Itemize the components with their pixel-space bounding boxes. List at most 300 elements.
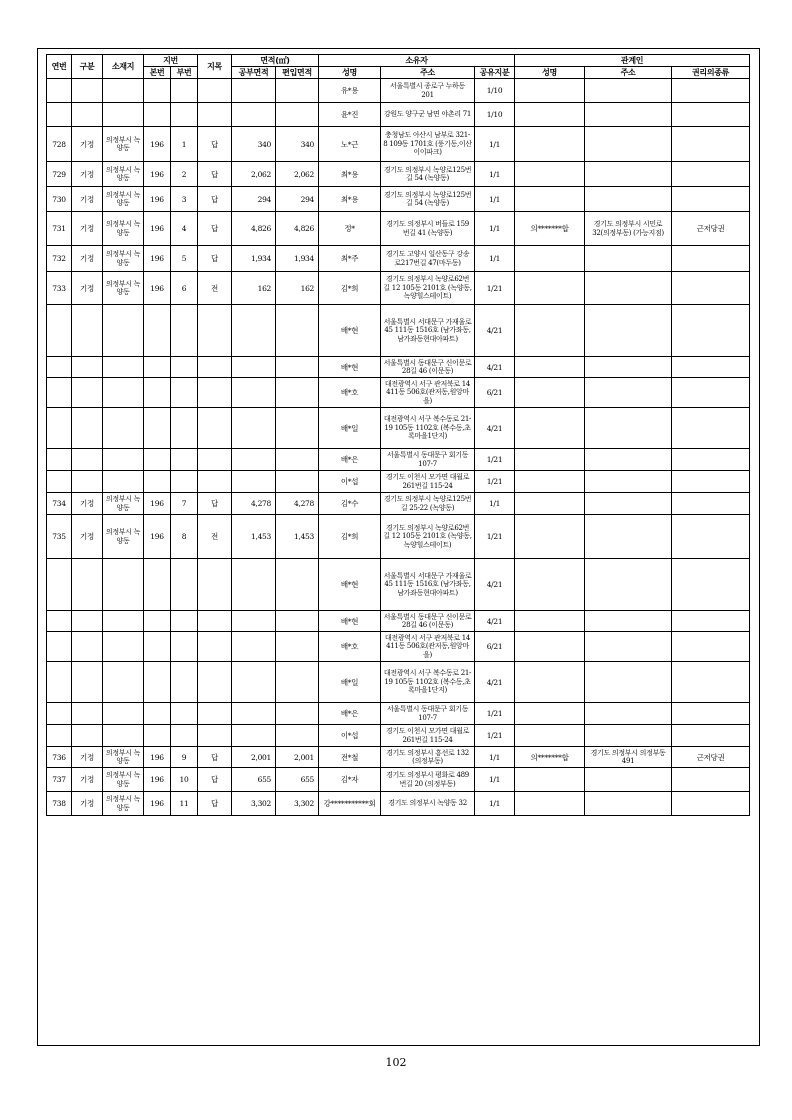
row-main-lot: 196 xyxy=(144,187,171,212)
row-owner-name: 김*희 xyxy=(319,272,381,305)
row-number: 736 xyxy=(47,747,72,768)
row-land-category xyxy=(198,103,232,127)
table-row xyxy=(47,212,750,246)
table-row xyxy=(47,449,750,471)
row-type xyxy=(72,703,103,725)
row-land-category: 답 xyxy=(198,768,232,792)
row-sub-lot: 7 xyxy=(171,493,198,515)
table-row xyxy=(47,127,750,162)
row-related-name xyxy=(515,187,585,212)
row-location xyxy=(103,632,144,662)
row-land-category xyxy=(198,559,232,611)
row-type xyxy=(72,471,103,493)
row-location xyxy=(103,449,144,471)
row-owner-name: 배*호 xyxy=(319,378,381,408)
row-number: 731 xyxy=(47,212,72,246)
table-row xyxy=(47,662,750,703)
row-related-name: 의*******합 xyxy=(515,212,585,246)
row-land-category: 답 xyxy=(198,493,232,515)
row-related-address xyxy=(585,632,672,662)
row-owner-address: 서울특별시 동대문구 신이문로28길 46 (이문동) xyxy=(381,611,475,632)
row-type: 기정 xyxy=(72,212,103,246)
row-sub-lot xyxy=(171,632,198,662)
row-type: 기정 xyxy=(72,246,103,272)
row-related-address xyxy=(585,703,672,725)
table-row xyxy=(47,515,750,559)
row-included-area xyxy=(276,632,319,662)
row-owner-address: 경기도 이천시 모가면 대월로261번길 115-24 xyxy=(381,725,475,747)
row-related-address xyxy=(585,187,672,212)
header-owner: 소유자 xyxy=(319,55,515,67)
row-type xyxy=(72,378,103,408)
row-share: 1/1 xyxy=(475,792,515,816)
table-row xyxy=(47,471,750,493)
header-lot: 지번 xyxy=(144,55,198,67)
row-land-category xyxy=(198,449,232,471)
row-land-category xyxy=(198,79,232,103)
row-public-area xyxy=(232,611,276,632)
row-public-area: 4,826 xyxy=(232,212,276,246)
row-right-type xyxy=(672,272,750,305)
row-location: 의정부시 녹양동 xyxy=(103,515,144,559)
row-owner-address: 서울특별시 동대문구 신이문로28길 46 (이문동) xyxy=(381,357,475,378)
row-number xyxy=(47,632,72,662)
row-share: 4/21 xyxy=(475,559,515,611)
row-owner-name: 배*현 xyxy=(319,559,381,611)
row-public-area: 2,062 xyxy=(232,162,276,187)
row-right-type xyxy=(672,515,750,559)
row-number: 730 xyxy=(47,187,72,212)
row-sub-lot xyxy=(171,357,198,378)
row-share: 1/1 xyxy=(475,493,515,515)
row-included-area: 655 xyxy=(276,768,319,792)
row-right-type xyxy=(672,632,750,662)
row-number: 733 xyxy=(47,272,72,305)
row-land-category xyxy=(198,725,232,747)
row-share: 4/21 xyxy=(475,408,515,449)
row-share: 1/10 xyxy=(475,103,515,127)
row-share: 1/21 xyxy=(475,471,515,493)
row-share: 4/21 xyxy=(475,357,515,378)
row-included-area xyxy=(276,408,319,449)
row-main-lot xyxy=(144,703,171,725)
row-number xyxy=(47,408,72,449)
row-owner-address: 서울특별시 동대문구 회기동 107-7 xyxy=(381,449,475,471)
land-owner-table xyxy=(46,54,750,816)
row-number xyxy=(47,103,72,127)
row-public-area: 2,001 xyxy=(232,747,276,768)
header-no: 연번 xyxy=(47,55,72,79)
row-owner-address: 대전광역시 서구 관저북로 14 411동 506호(관저동,원앙마을) xyxy=(381,632,475,662)
row-right-type xyxy=(672,725,750,747)
row-location xyxy=(103,611,144,632)
row-main-lot xyxy=(144,408,171,449)
row-public-area: 294 xyxy=(232,187,276,212)
row-public-area: 4,278 xyxy=(232,493,276,515)
row-main-lot xyxy=(144,559,171,611)
row-owner-address: 서울특별시 서대문구 가재울로 45 111동 1516호 (남가좌동,남가좌동현대아파트) xyxy=(381,559,475,611)
row-owner-address: 강원도 양구군 남면 야촌리 71 xyxy=(381,103,475,127)
row-public-area: 655 xyxy=(232,768,276,792)
row-location xyxy=(103,79,144,103)
row-location xyxy=(103,662,144,703)
row-location: 의정부시 녹양동 xyxy=(103,162,144,187)
row-right-type xyxy=(672,305,750,357)
row-land-category: 답 xyxy=(198,187,232,212)
row-main-lot: 196 xyxy=(144,747,171,768)
row-included-area: 1,934 xyxy=(276,246,319,272)
row-number: 728 xyxy=(47,127,72,162)
row-related-name xyxy=(515,272,585,305)
row-main-lot xyxy=(144,103,171,127)
row-sub-lot: 3 xyxy=(171,187,198,212)
row-public-area xyxy=(232,725,276,747)
row-right-type xyxy=(672,408,750,449)
row-share: 4/21 xyxy=(475,662,515,703)
row-sub-lot xyxy=(171,703,198,725)
row-related-address xyxy=(585,357,672,378)
row-location xyxy=(103,408,144,449)
row-location xyxy=(103,725,144,747)
row-related-address xyxy=(585,768,672,792)
row-number: 735 xyxy=(47,515,72,559)
header-area: 면적(㎡) xyxy=(232,55,319,67)
row-location xyxy=(103,703,144,725)
row-related-address xyxy=(585,305,672,357)
row-land-category xyxy=(198,305,232,357)
row-related-name: 의*******합 xyxy=(515,747,585,768)
row-location: 의정부시 녹양동 xyxy=(103,212,144,246)
row-main-lot: 196 xyxy=(144,792,171,816)
row-share: 1/1 xyxy=(475,187,515,212)
row-public-area xyxy=(232,408,276,449)
row-number xyxy=(47,449,72,471)
row-owner-name: 배*은 xyxy=(319,703,381,725)
row-owner-address: 경기도 의정부시 녹양로125번길 54 (녹양동) xyxy=(381,162,475,187)
row-owner-address: 경기도 이천시 모가면 대월로261번길 115-24 xyxy=(381,471,475,493)
table-row xyxy=(47,103,750,127)
row-location: 의정부시 녹양동 xyxy=(103,187,144,212)
row-type: 기정 xyxy=(72,272,103,305)
row-sub-lot: 4 xyxy=(171,212,198,246)
row-right-type xyxy=(672,103,750,127)
row-related-name xyxy=(515,515,585,559)
row-included-area xyxy=(276,471,319,493)
row-main-lot: 196 xyxy=(144,493,171,515)
table-row xyxy=(47,79,750,103)
row-owner-name: 배*일 xyxy=(319,408,381,449)
row-related-address xyxy=(585,79,672,103)
row-right-type xyxy=(672,493,750,515)
row-related-address xyxy=(585,515,672,559)
row-included-area xyxy=(276,662,319,703)
row-type xyxy=(72,408,103,449)
row-included-area xyxy=(276,357,319,378)
row-related-name xyxy=(515,449,585,471)
row-owner-address: 대전광역시 서구 복수동로 21-19 105동 1102호 (복수동,초록마을1단지) xyxy=(381,662,475,703)
row-owner-name: 최*주 xyxy=(319,246,381,272)
table-row xyxy=(47,246,750,272)
row-number: 737 xyxy=(47,768,72,792)
row-included-area xyxy=(276,79,319,103)
row-number xyxy=(47,79,72,103)
table-row xyxy=(47,357,750,378)
row-location: 의정부시 녹양동 xyxy=(103,768,144,792)
row-main-lot xyxy=(144,632,171,662)
row-owner-name: 배*현 xyxy=(319,357,381,378)
row-share: 1/1 xyxy=(475,768,515,792)
row-location: 의정부시 녹양동 xyxy=(103,747,144,768)
row-sub-lot xyxy=(171,449,198,471)
row-related-address xyxy=(585,378,672,408)
row-location xyxy=(103,559,144,611)
row-land-category xyxy=(198,378,232,408)
row-owner-address: 경기도 의정부시 녹양로125번길 25-22 (녹양동) xyxy=(381,493,475,515)
row-included-area xyxy=(276,305,319,357)
table-row xyxy=(47,611,750,632)
row-included-area: 2,001 xyxy=(276,747,319,768)
row-owner-address: 서울특별시 서대문구 가재울로 45 111동 1516호 (남가좌동,남가좌동현대아파트) xyxy=(381,305,475,357)
row-land-category: 답 xyxy=(198,162,232,187)
row-type xyxy=(72,305,103,357)
row-type xyxy=(72,611,103,632)
row-owner-name: 배*현 xyxy=(319,611,381,632)
page-number: 102 xyxy=(385,1056,407,1069)
row-included-area: 4,826 xyxy=(276,212,319,246)
row-owner-name: 이*섭 xyxy=(319,725,381,747)
row-included-area: 162 xyxy=(276,272,319,305)
row-related-address xyxy=(585,725,672,747)
row-related-address xyxy=(585,471,672,493)
row-owner-name: 김*수 xyxy=(319,493,381,515)
row-included-area xyxy=(276,725,319,747)
row-sub-lot xyxy=(171,725,198,747)
row-type xyxy=(72,449,103,471)
table-row xyxy=(47,272,750,305)
header-owner-name: 성명 xyxy=(319,67,381,79)
row-location: 의정부시 녹양동 xyxy=(103,272,144,305)
row-related-address xyxy=(585,611,672,632)
row-land-category: 답 xyxy=(198,212,232,246)
row-owner-address: 대전광역시 서구 관저북로 14 411동 506호(관저동,원앙마을) xyxy=(381,378,475,408)
row-number: 734 xyxy=(47,493,72,515)
row-share: 1/1 xyxy=(475,747,515,768)
row-owner-name: 전*철 xyxy=(319,747,381,768)
row-included-area xyxy=(276,449,319,471)
row-owner-address: 경기도 의정부시 녹양동 32 xyxy=(381,792,475,816)
table-row xyxy=(47,559,750,611)
row-type: 기정 xyxy=(72,127,103,162)
row-included-area: 1,453 xyxy=(276,515,319,559)
row-share: 4/21 xyxy=(475,611,515,632)
row-location: 의정부시 녹양동 xyxy=(103,493,144,515)
row-number xyxy=(47,662,72,703)
row-owner-address: 경기도 의정부시 흥선로 132 (의정부동) xyxy=(381,747,475,768)
row-owner-address: 서울특별시 종로구 누하동 201 xyxy=(381,79,475,103)
row-type xyxy=(72,632,103,662)
row-related-name xyxy=(515,493,585,515)
header-public-area: 공부면적 xyxy=(232,67,276,79)
row-owner-address: 충청남도 아산시 남부로 321-8 109동 1701호 (풍기동,이산이이파크) xyxy=(381,127,475,162)
row-owner-name: 이*섭 xyxy=(319,471,381,493)
header-location: 소재지 xyxy=(103,55,144,79)
row-public-area xyxy=(232,357,276,378)
row-related-address xyxy=(585,493,672,515)
row-related-name xyxy=(515,357,585,378)
row-owner-name: 유*용 xyxy=(319,79,381,103)
row-related-name xyxy=(515,79,585,103)
table-row xyxy=(47,768,750,792)
row-owner-name: 최*용 xyxy=(319,162,381,187)
row-owner-name: 배*일 xyxy=(319,662,381,703)
row-related-address xyxy=(585,103,672,127)
row-related-name xyxy=(515,162,585,187)
row-related-name xyxy=(515,768,585,792)
row-owner-name: 윤*진 xyxy=(319,103,381,127)
table-row xyxy=(47,305,750,357)
row-included-area xyxy=(276,559,319,611)
row-included-area: 2,062 xyxy=(276,162,319,187)
row-type xyxy=(72,559,103,611)
row-public-area xyxy=(232,378,276,408)
row-related-address xyxy=(585,662,672,703)
row-land-category xyxy=(198,357,232,378)
row-share: 1/1 xyxy=(475,127,515,162)
row-related-address xyxy=(585,792,672,816)
header-related-name: 성명 xyxy=(515,67,585,79)
row-location: 의정부시 녹양동 xyxy=(103,792,144,816)
row-owner-address: 대전광역시 서구 복수동로 21-19 105동 1102호 (복수동,초록마을1단지) xyxy=(381,408,475,449)
row-main-lot: 196 xyxy=(144,515,171,559)
header-related-address: 주소 xyxy=(585,67,672,79)
row-share: 1/1 xyxy=(475,162,515,187)
row-sub-lot: 9 xyxy=(171,747,198,768)
table-row xyxy=(47,378,750,408)
row-related-address: 경기도 의정부시 시민로 32(의정부동) (가능지점) xyxy=(585,212,672,246)
row-sub-lot xyxy=(171,378,198,408)
row-location xyxy=(103,357,144,378)
row-right-type xyxy=(672,357,750,378)
row-type: 기정 xyxy=(72,768,103,792)
row-sub-lot xyxy=(171,662,198,703)
row-sub-lot: 8 xyxy=(171,515,198,559)
row-type: 기정 xyxy=(72,187,103,212)
row-share: 1/21 xyxy=(475,515,515,559)
row-public-area: 162 xyxy=(232,272,276,305)
row-number xyxy=(47,471,72,493)
row-related-name xyxy=(515,378,585,408)
row-number xyxy=(47,357,72,378)
row-owner-name: 배*은 xyxy=(319,449,381,471)
row-type xyxy=(72,79,103,103)
row-related-address xyxy=(585,162,672,187)
row-public-area: 3,302 xyxy=(232,792,276,816)
row-related-name xyxy=(515,246,585,272)
row-number xyxy=(47,611,72,632)
row-main-lot xyxy=(144,471,171,493)
header-main-no: 본번 xyxy=(144,67,171,79)
row-type xyxy=(72,662,103,703)
row-type: 기정 xyxy=(72,162,103,187)
row-sub-lot xyxy=(171,103,198,127)
row-share: 6/21 xyxy=(475,378,515,408)
row-related-name xyxy=(515,611,585,632)
header-related: 관계인 xyxy=(515,55,750,67)
row-right-type: 근저당권 xyxy=(672,747,750,768)
row-related-name xyxy=(515,792,585,816)
table-row xyxy=(47,725,750,747)
row-related-address xyxy=(585,559,672,611)
row-land-category xyxy=(198,471,232,493)
header-included-area: 편입면적 xyxy=(276,67,319,79)
row-type xyxy=(72,103,103,127)
row-right-type xyxy=(672,792,750,816)
row-owner-address: 경기도 고양시 일산동구 강송로217번길 47(마두동) xyxy=(381,246,475,272)
row-land-category xyxy=(198,611,232,632)
table-row xyxy=(47,632,750,662)
row-sub-lot: 2 xyxy=(171,162,198,187)
row-number: 738 xyxy=(47,792,72,816)
row-public-area xyxy=(232,79,276,103)
row-public-area xyxy=(232,449,276,471)
row-right-type xyxy=(672,611,750,632)
row-related-name xyxy=(515,703,585,725)
row-share: 1/1 xyxy=(475,246,515,272)
row-share: 1/21 xyxy=(475,725,515,747)
table-row xyxy=(47,162,750,187)
row-right-type: 근저당권 xyxy=(672,212,750,246)
row-main-lot xyxy=(144,305,171,357)
header-land-category: 지목 xyxy=(198,55,232,79)
row-type xyxy=(72,357,103,378)
row-land-category: 답 xyxy=(198,127,232,162)
row-sub-lot xyxy=(171,408,198,449)
row-related-name xyxy=(515,471,585,493)
row-public-area: 1,453 xyxy=(232,515,276,559)
row-land-category: 답 xyxy=(198,246,232,272)
row-public-area xyxy=(232,559,276,611)
row-owner-name: 김*자 xyxy=(319,768,381,792)
row-land-category xyxy=(198,408,232,449)
row-owner-name: 노*근 xyxy=(319,127,381,162)
row-share: 4/21 xyxy=(475,305,515,357)
row-main-lot: 196 xyxy=(144,272,171,305)
row-share: 1/1 xyxy=(475,212,515,246)
row-sub-lot: 1 xyxy=(171,127,198,162)
row-related-address xyxy=(585,246,672,272)
row-main-lot: 196 xyxy=(144,246,171,272)
row-right-type xyxy=(672,162,750,187)
row-owner-address: 경기도 의정부시 녹양로62번길 12 105동 2101호 (녹양동,녹양힐스테이트) xyxy=(381,272,475,305)
row-owner-address: 경기도 의정부시 녹양로62번길 12 105동 2101호 (녹양동,녹양힐스테이트) xyxy=(381,515,475,559)
header-type: 구분 xyxy=(72,55,103,79)
row-number xyxy=(47,559,72,611)
row-public-area xyxy=(232,703,276,725)
row-related-address xyxy=(585,449,672,471)
row-type xyxy=(72,725,103,747)
row-included-area xyxy=(276,103,319,127)
row-public-area: 1,934 xyxy=(232,246,276,272)
row-location xyxy=(103,471,144,493)
row-right-type xyxy=(672,246,750,272)
row-main-lot: 196 xyxy=(144,768,171,792)
row-right-type xyxy=(672,449,750,471)
row-public-area xyxy=(232,471,276,493)
row-number: 732 xyxy=(47,246,72,272)
row-related-name xyxy=(515,127,585,162)
row-location: 의정부시 녹양동 xyxy=(103,246,144,272)
row-right-type xyxy=(672,127,750,162)
